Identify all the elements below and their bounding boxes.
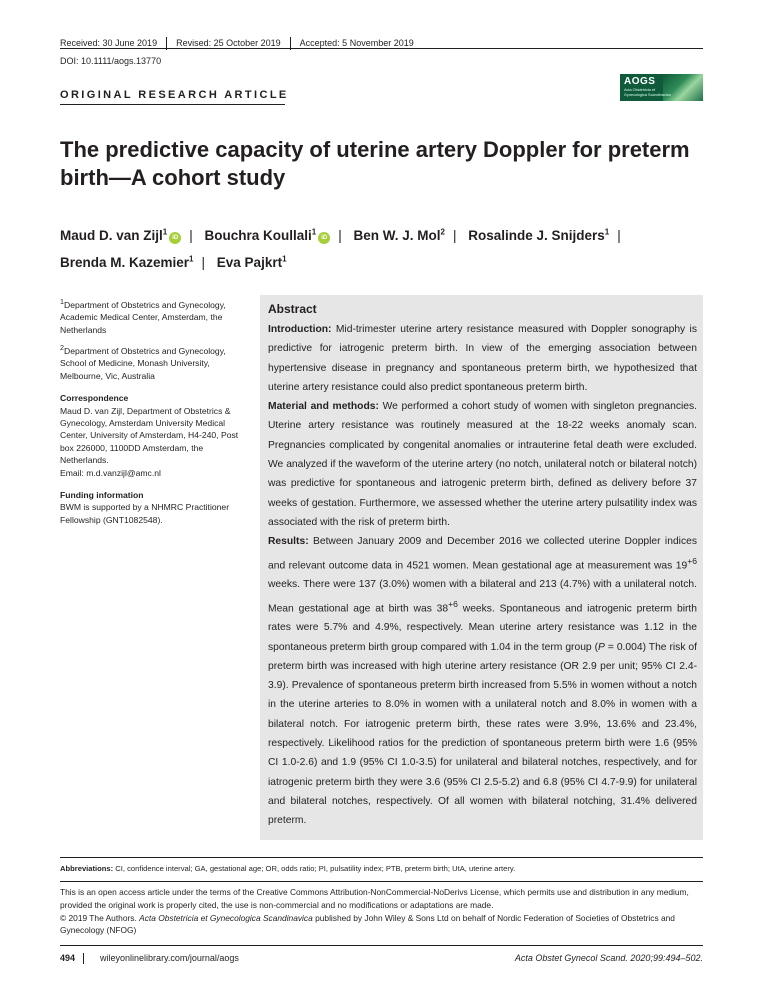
revised-date: Revised: 25 October 2019 <box>176 37 281 48</box>
orcid-icon[interactable]: iD <box>169 232 181 244</box>
author[interactable]: Rosalinde J. Snijders$^1$ <box>468 227 610 243</box>
abstract-methods: Material and methods: We performed a cohort study of women with singleton pregnancies. Uterine artery resistance was routinely measured at the 18-22 weeks anomaly scan. Pregnancies complicated by congenital anomalies or intrauterine fetal death were excluded. We analyzed if the waveform of the uterine artery (no notch, unilateral notch or bilateral notch) was predictive for spontaneous and iatrogenic preterm birth, defined as delivery before 37 weeks of gestation. Furthermore, we assessed whether the uterine artery pulsatility index was associated with the risk of preterm birth. <box>268 401 697 528</box>
abstract-heading: Abstract <box>268 302 317 316</box>
abstract-box <box>260 295 703 840</box>
funding-heading: Funding information <box>60 490 144 500</box>
author[interactable]: Ben W. J. Mol$^2$ <box>353 227 445 243</box>
abstract-results: Results: Between January 2009 and December 2016 we collected uterine Doppler indices and relevant outcome data in 4521 women. Mean gestational age at measurement was $19^{+6}$ weeks. There were 137 (3.0%) women with a bilateral and 213 (4.7%) with a unilateral notch. Mean gestational age at birth was $38^{+6}$ weeks. Spontaneous and iatrogenic preterm birth rates were 5.7% and 4.9%, respectively. Mean uterine artery resistance was 1.12 in the spontaneous preterm birth group compared with 1.04 in the term group (P = 0.004) The risk of preterm birth was increased with high uterine artery resistance (OR 2.9 per unit; 95% CI 2.4-3.9). Prevalence of spontaneous preterm birth increased from 5.5% in women without a notch in the uterine arteries to 8.0% in women with a unilateral notch and 8.0% in women with a bilateral notch. For iatrogenic preterm birth, these rates were 3.9%, 13.6% and 23.4%, respectively. Likelihood ratios for the prediction of spontaneous preterm birth were 1.6 (95% CI 1.0-2.6) and 1.9 (95% CI 1.0-3.5) for unilateral and bilateral notches, respectively, and for iatrogenic preterm birth they were 3.6 (95% CI 2.5-5.2) and 6.8 (95% CI 4.7-9.9) for unilateral and bilateral notches, respectively. Of all women with bilateral notching, 31.4% delivered preterm. <box>268 536 698 827</box>
copyright-text: © 2019 The Authors. Acta Obstetricia et Gynecologica Scandinavica published by John Wiley & Sons Ltd on behalf of Nordic Federation of Societies of Obstetrics and Gynecology (NFOG) <box>60 912 675 936</box>
abstract-body <box>268 320 697 831</box>
header-rule <box>60 48 703 49</box>
divider <box>60 857 703 858</box>
journal-url[interactable]: wileyonlinelibrary.com/journal/aogs <box>100 953 239 963</box>
author[interactable]: Bouchra Koullali$^1$ <box>204 227 317 243</box>
logo-title: AOGS <box>624 76 656 87</box>
journal-logo <box>620 74 703 101</box>
footer-rule <box>60 945 703 946</box>
logo-subtitle: Acta Obstetricia et Gynecologica Scandinavica <box>624 88 671 97</box>
doi[interactable]: DOI: 10.1111/aogs.13770 <box>60 56 162 66</box>
abbreviations: Abbreviations: CI, confidence interval; GA, gestational age; OR, odds ratio; PI, pulsatility index; PTB, preterm birth; UtA, uterine artery. <box>60 864 516 873</box>
correspondence-heading: Correspondence <box>60 393 129 404</box>
affiliation-2: $^2$Department of Obstetrics and Gynecology, School of Medicine, Monash University, Melbourne, Vic, Australia <box>60 344 226 381</box>
section-label: ORIGINAL RESEARCH ARTICLE <box>60 89 289 101</box>
author[interactable]: Eva Pajkrt$^1$ <box>216 254 287 270</box>
citation: Acta Obstet Gynecol Scand. 2020;99:494–502. <box>514 953 703 963</box>
orcid-icon[interactable]: iD <box>318 232 330 244</box>
page-number: 494 <box>60 953 76 963</box>
abstract-introduction: Introduction: Mid-trimester uterine artery resistance measured with Doppler sonography is predictive for iatrogenic preterm birth. In view of the emerging association between hypertensive disease in pregnancy and spontaneous preterm birth, we hypothesized that uterine artery resistance could also predict spontaneous preterm birth. <box>268 324 697 393</box>
article-title: The predictive capacity of uterine artery Doppler for preterm birth—A cohort study <box>60 137 690 190</box>
section-rule <box>60 104 285 105</box>
correspondence-text: Maud D. van Zijl, Department of Obstetrics & Gynecology, Amsterdam University Medical Center, University of Amsterdam, H4-240, Post box 226000, 1100DD Amsterdam, the Netherlands. <box>60 405 239 466</box>
author[interactable]: Brenda M. Kazemier$^1$ <box>60 254 194 270</box>
received-date: Received: 30 June 2019 <box>60 37 158 48</box>
author[interactable]: Maud D. van Zijl$^1$ <box>60 227 168 243</box>
correspondence-email[interactable]: Email: m.d.vanzijl@amc.nl <box>60 467 161 478</box>
divider <box>60 881 703 882</box>
sidebar-info <box>60 296 250 532</box>
license-notice <box>60 886 705 937</box>
author-list: Maud D. van Zijl$^1$iD | Bouchra Koullali$^1$iD | Ben W. J. Mol$^2$ | Rosalinde J. Snijders$^1$ | Brenda M. Kazemier$^1$ | Eva Pajkrt$^1$ <box>60 227 621 270</box>
affiliation-1: $^1$Department of Obstetrics and Gynecology, Academic Medical Center, Amsterdam, the Netherlands <box>60 298 226 335</box>
page-footer <box>60 953 703 964</box>
license-text: This is an open access article under the terms of the Creative Commons Attribution-NonCommercial-NoDerivs License, which permits use and distribution in any medium, provided the original work is properly cited, the use is non-commercial and no modifications or adaptations are made. <box>60 887 689 910</box>
accepted-date: Accepted: 5 November 2019 <box>299 37 414 48</box>
funding-text: BWM is supported by a NHMRC Practitioner Fellowship (GNT1082548). <box>60 502 230 525</box>
